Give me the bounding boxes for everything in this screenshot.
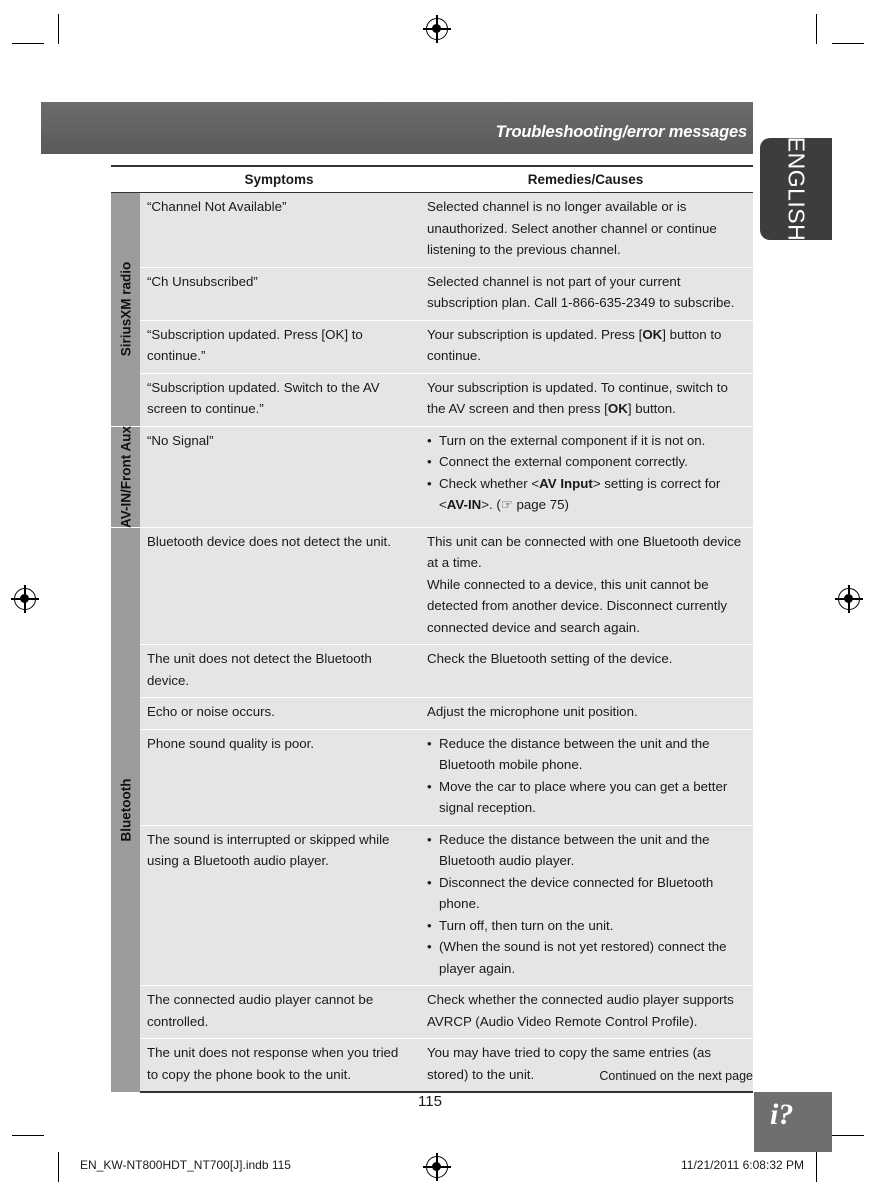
continued-note: Continued on the next page	[599, 1069, 753, 1083]
crop-mark	[832, 43, 864, 44]
crop-mark	[12, 1135, 44, 1136]
remedy-text: ] button.	[627, 401, 676, 416]
menu-item-label: AV-IN	[446, 497, 482, 512]
list-text: Check whether <	[439, 475, 540, 491]
remedy-cell: Selected channel is not part of your current subscription plan. Call 1-866-635-2349 to subscribe.	[418, 267, 753, 320]
list-item: • Disconnect the device connected for Bluetooth phone.	[427, 872, 747, 915]
list-item: • Turn off, then turn on the unit.	[427, 915, 747, 937]
menu-item-label: AV Input	[539, 475, 593, 491]
symptom-cell: “Channel Not Available”	[140, 193, 418, 268]
remedy-cell	[418, 825, 753, 986]
ok-key-label: OK	[642, 326, 663, 342]
registration-mark-icon	[426, 18, 448, 40]
remedy-text: ] button to continue.	[427, 326, 722, 363]
registration-mark-icon	[838, 588, 860, 610]
remedy-list	[427, 829, 747, 980]
remedy-cell: Selected channel is no longer available or is unauthorized. Select another channel or continue listening to the previous channel.	[418, 193, 753, 268]
crop-mark	[816, 14, 817, 44]
category-label: Bluetooth	[117, 778, 133, 841]
remedy-cell: You may have tried to copy the same entries (as stored) to the unit.	[418, 1039, 753, 1093]
table-row	[111, 1039, 753, 1093]
remedy-line: This unit can be connected with one Bluetooth device at a time.	[427, 533, 742, 570]
symptom-cell: “Ch Unsubscribed”	[140, 267, 418, 320]
remedy-list	[427, 430, 747, 516]
remedy-cell	[418, 426, 753, 527]
help-tab	[754, 1092, 832, 1152]
language-label: ENGLISH	[783, 136, 810, 242]
list-item: • Reduce the distance between the unit and the Bluetooth audio player.	[427, 829, 747, 872]
header-symptoms: Symptoms	[140, 166, 418, 193]
symptom-cell: The unit does not detect the Bluetooth device.	[140, 645, 418, 698]
remedy-line: While connected to a device, this unit cannot be detected from another device. Disconnect currently connected device and search again.	[427, 576, 728, 635]
symptom-cell: “Subscription updated. Switch to the AV screen to continue.”	[140, 373, 418, 426]
symptom-cell: Phone sound quality is poor.	[140, 729, 418, 825]
remedy-text: Your subscription is updated. To continue, switch to the AV screen and then press [	[427, 379, 728, 416]
language-tab	[760, 138, 832, 240]
table-row	[111, 729, 753, 825]
ok-key-label: OK	[607, 401, 628, 416]
table-row	[111, 373, 753, 426]
category-siriusxm	[111, 193, 140, 427]
crop-mark	[832, 1135, 864, 1136]
symptom-cell: Echo or noise occurs.	[140, 698, 418, 730]
crop-mark	[58, 1152, 59, 1182]
symptom-cell: “No Signal”	[140, 426, 418, 527]
category-bluetooth	[111, 527, 140, 1092]
list-item: • Reduce the distance between the unit and the Bluetooth mobile phone.	[427, 733, 747, 776]
section-header-bar	[41, 102, 753, 154]
remedy-cell	[418, 527, 753, 645]
troubleshooting-table	[111, 165, 753, 1093]
list-item: • Turn on the external component if it is not on.	[427, 430, 747, 452]
remedy-list	[427, 733, 747, 819]
remedy-cell	[418, 320, 753, 373]
table-row	[111, 426, 753, 527]
list-text: >. (☞ page 75)	[481, 497, 569, 512]
remedy-cell: Check whether the connected audio player supports AVRCP (Audio Video Remote Control Profile).	[418, 986, 753, 1039]
symptom-cell: “Subscription updated. Press [OK] to continue.”	[140, 320, 418, 373]
table-header-row	[111, 166, 753, 193]
page-number: 115	[418, 1093, 442, 1110]
list-item: • Move the car to place where you can get a better signal reception.	[427, 776, 747, 819]
table-row	[111, 986, 753, 1039]
symptom-cell: The connected audio player cannot be controlled.	[140, 986, 418, 1039]
table-row	[111, 527, 753, 645]
list-item: • (When the sound is not yet restored) connect the player again.	[427, 936, 747, 979]
registration-mark-icon	[426, 1156, 448, 1178]
table-row	[111, 698, 753, 730]
list-item	[427, 473, 747, 516]
table-row	[111, 193, 753, 268]
table-row	[111, 825, 753, 986]
symptom-cell: The unit does not response when you tried to copy the phone book to the unit.	[140, 1039, 418, 1093]
print-slug-file: EN_KW-NT800HDT_NT700[J].indb 115	[80, 1158, 291, 1172]
print-slug-date: 11/21/2011 6:08:32 PM	[681, 1158, 804, 1172]
header-remedies: Remedies/Causes	[418, 166, 753, 193]
registration-mark-icon	[14, 588, 36, 610]
crop-mark	[58, 14, 59, 44]
table-row	[111, 267, 753, 320]
remedy-cell	[418, 373, 753, 426]
category-label: AV-IN/Front Aux	[117, 425, 133, 528]
list-item: • Connect the external component correctly.	[427, 451, 747, 473]
help-icon: i?	[770, 1098, 794, 1131]
section-title: Troubleshooting/error messages	[495, 123, 747, 141]
category-label: SiriusXM radio	[117, 261, 133, 357]
table-row	[111, 645, 753, 698]
header-spacer	[111, 166, 140, 193]
list-text: > setting is correct for <	[439, 475, 721, 512]
remedy-cell: Check the Bluetooth setting of the device.	[418, 645, 753, 698]
crop-mark	[12, 43, 44, 44]
symptom-cell: The sound is interrupted or skipped while using a Bluetooth audio player.	[140, 825, 418, 986]
crop-mark	[816, 1152, 817, 1182]
remedy-cell	[418, 729, 753, 825]
category-avin	[111, 426, 140, 527]
symptom-cell: Bluetooth device does not detect the unit.	[140, 527, 418, 645]
remedy-cell: Adjust the microphone unit position.	[418, 698, 753, 730]
table-row	[111, 320, 753, 373]
remedy-text: Your subscription is updated. Press [	[427, 326, 643, 342]
